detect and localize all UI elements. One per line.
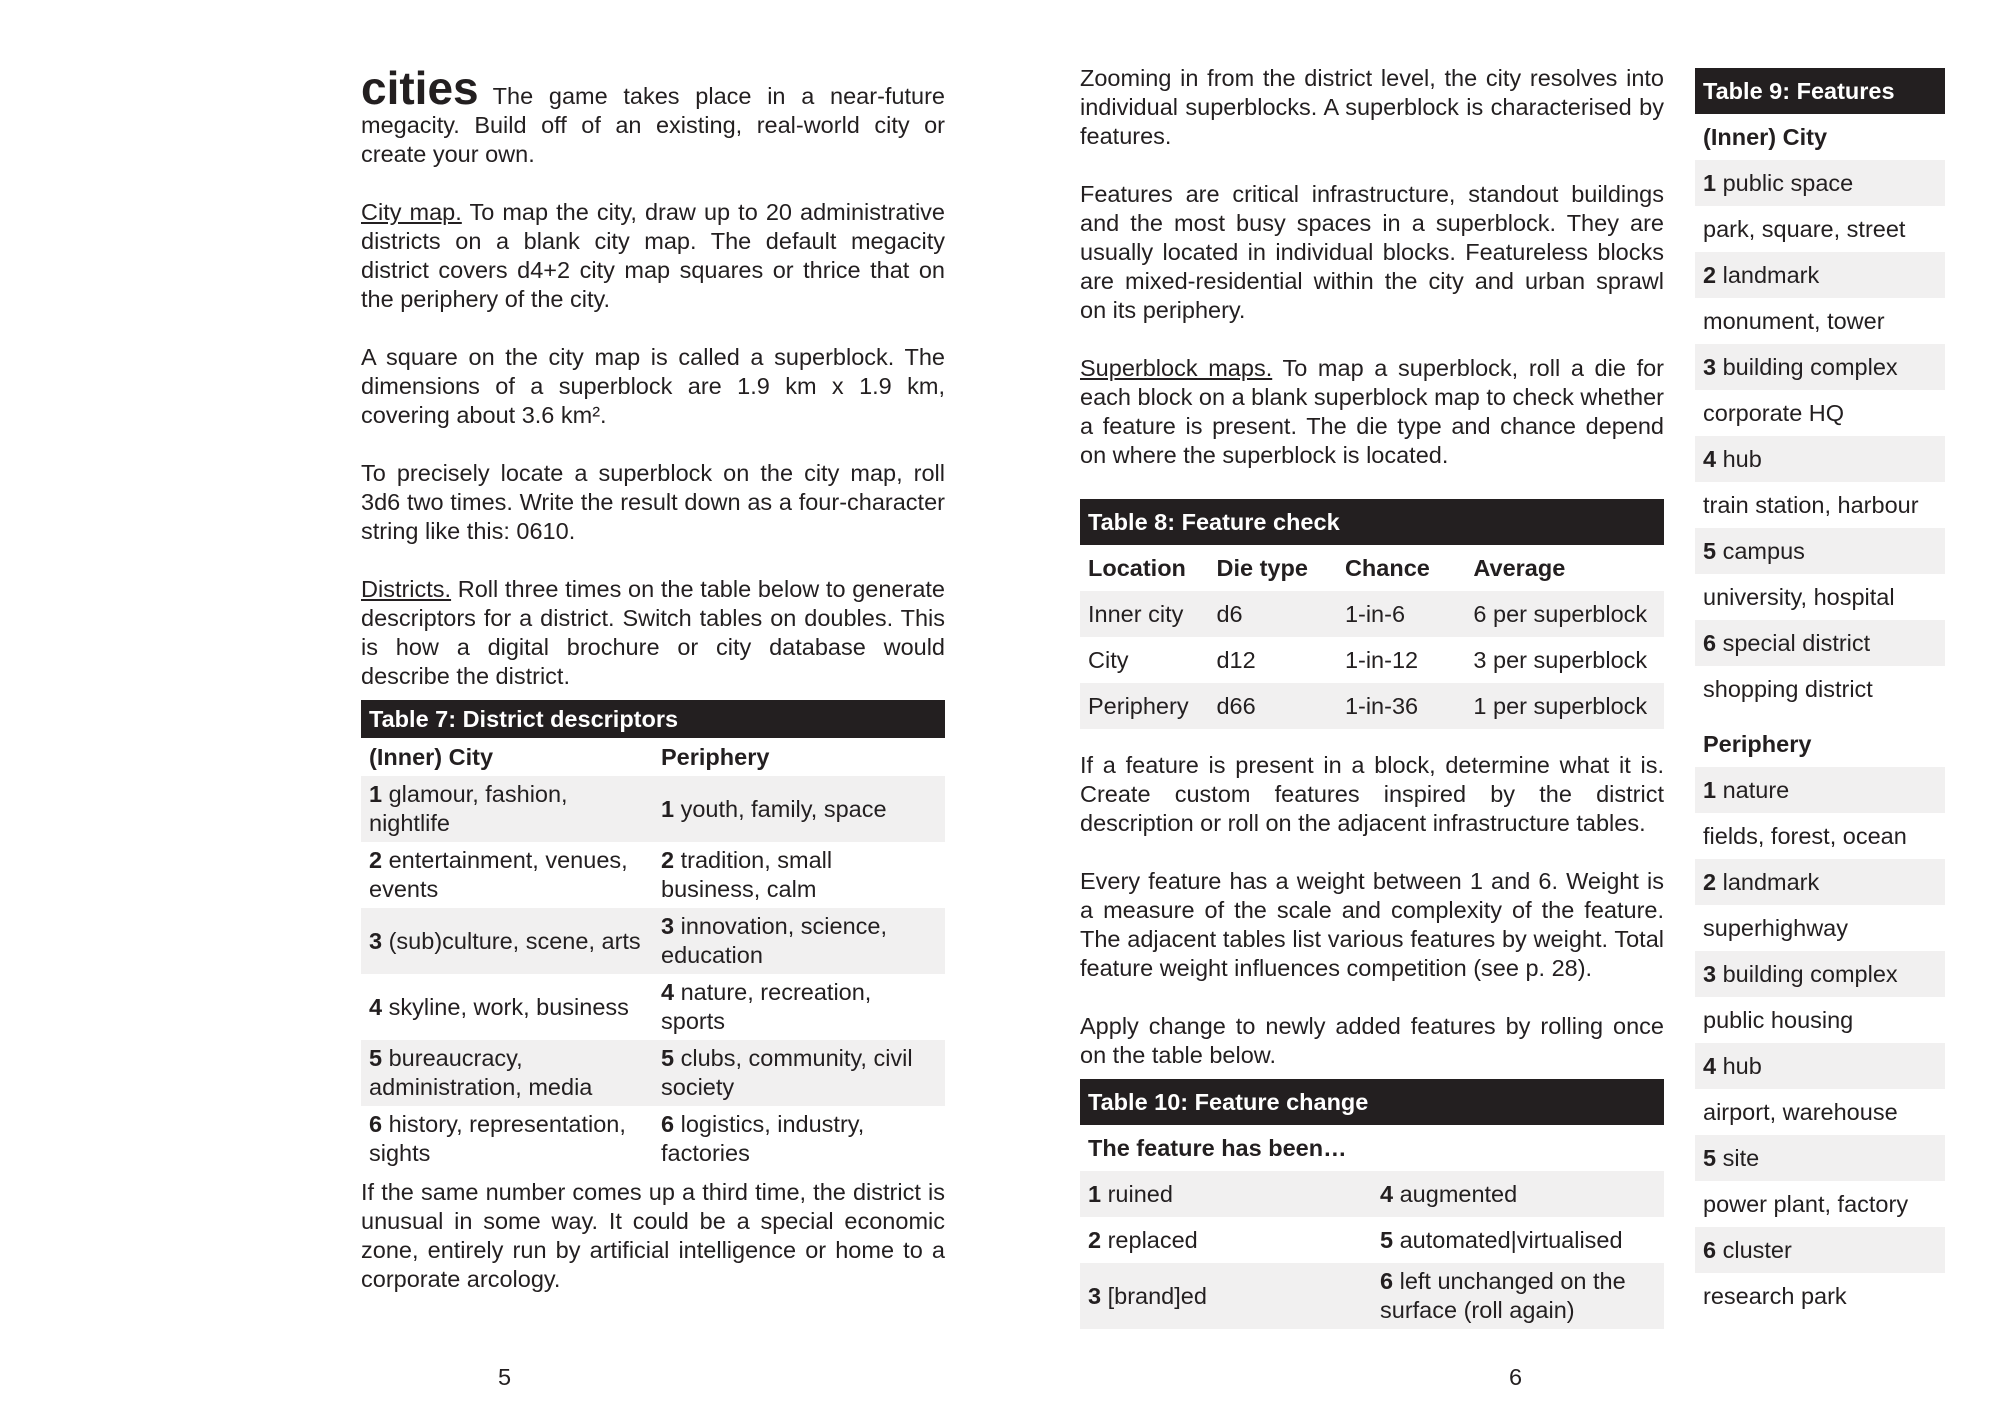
districts-label: Districts. bbox=[361, 576, 452, 602]
features-paragraph: Features are critical infrastructure, standout buildings and the most busy spaces in a superblock. They are usually located in individual blocks. Featureless blocks are mixed-residential within the city and urban sprawl on its periphery. bbox=[1080, 181, 1664, 323]
list-item: 3 building complex bbox=[1695, 344, 1945, 390]
right-column bbox=[1080, 64, 1664, 1329]
list-item: 6 special district bbox=[1695, 620, 1945, 666]
city-map-label: City map. bbox=[361, 199, 462, 225]
zoom-paragraph: Zooming in from the district level, the city resolves into individual superblocks. A superblock is characterised by features. bbox=[1080, 65, 1664, 149]
left-column bbox=[361, 62, 946, 1323]
list-item: superhighway bbox=[1703, 915, 1849, 941]
table-row: 3 [brand]ed 6 left unchanged on the surface (roll again) bbox=[1080, 1263, 1664, 1329]
table-row: 4 skyline, work, business 4 nature, recreation, sports bbox=[369, 979, 872, 1034]
list-item: monument, tower bbox=[1703, 308, 1885, 334]
section-heading: cities bbox=[361, 62, 479, 114]
table-row: 2 entertainment, venues, events 2 tradition, small business, calm bbox=[369, 847, 833, 902]
list-item: 6 cluster bbox=[1695, 1227, 1945, 1273]
list-item: 2 landmark bbox=[1695, 859, 1945, 905]
locate-paragraph: To precisely locate a superblock on the city map, roll 3d6 two times. Write the result down as a four-character string like this: 0610. bbox=[361, 460, 945, 544]
list-item: corporate HQ bbox=[1703, 400, 1845, 426]
table-9-periphery-heading: Periphery bbox=[1703, 731, 1812, 757]
table-row: 5 bureaucracy, administration, media 5 clubs, community, civil society bbox=[361, 1040, 945, 1106]
table-10-subtitle: The feature has been… bbox=[1088, 1134, 1347, 1161]
table-row: 1 ruined 4 augmented bbox=[1080, 1171, 1664, 1217]
table-row: 6 history, representation, sights 6 logistics, industry, factories bbox=[369, 1111, 865, 1166]
list-item: 5 campus bbox=[1695, 528, 1945, 574]
intro-paragraph: cities The game takes place in a near-future megacity. Build off of an existing, real-world city or create your own. bbox=[361, 62, 945, 167]
change-paragraph: Apply change to newly added features by rolling once on the table below. bbox=[1080, 1013, 1664, 1068]
superblock-paragraph: A square on the city map is called a superblock. The dimensions of a superblock are 1.9 km x 1.9 km, covering about 3.6 km². bbox=[361, 344, 945, 428]
table-8-title: Table 8: Feature check bbox=[1080, 499, 1664, 545]
table-9-title: Table 9: Features bbox=[1695, 68, 1945, 114]
table-7-col2-header: Periphery bbox=[661, 743, 770, 770]
table-8-feature-check: Table 8: Feature check Location Die type Chance Average Inner city d6 1-in-6 6 per superblock City d12 1-in-12 3 per superblock Periphery d66 1-in-36 1 per superblock bbox=[1080, 499, 1664, 729]
table-7-title: Table 7: District descriptors bbox=[361, 700, 945, 738]
list-item: public housing bbox=[1703, 1007, 1854, 1033]
present-paragraph: If a feature is present in a block, determine what it is. Create custom features inspired by the district description or roll on the adjacent infrastructure tables. bbox=[1080, 752, 1664, 836]
table-9-inner-heading: (Inner) City bbox=[1703, 124, 1828, 150]
list-item: 5 site bbox=[1695, 1135, 1945, 1181]
list-item: train station, harbour bbox=[1703, 492, 1919, 518]
superblock-maps-label: Superblock maps. bbox=[1080, 355, 1273, 381]
list-item: park, square, street bbox=[1703, 216, 1906, 242]
list-item: fields, forest, ocean bbox=[1703, 823, 1907, 849]
list-item: shopping district bbox=[1703, 676, 1873, 702]
list-item: airport, warehouse bbox=[1703, 1099, 1898, 1125]
table-7-district-descriptors bbox=[361, 700, 945, 1172]
page-number-left: 5 bbox=[498, 1364, 512, 1390]
page-number-right: 6 bbox=[1509, 1364, 1523, 1390]
list-item: research park bbox=[1703, 1283, 1847, 1309]
weight-paragraph: Every feature has a weight between 1 and 6. Weight is a measure of the scale and complexity of the feature. The adjacent tables list various features by weight. Total feature weight influences competition (see p. 28). bbox=[1080, 868, 1664, 981]
list-item: 3 building complex bbox=[1695, 951, 1945, 997]
table-10-title: Table 10: Feature change bbox=[1080, 1079, 1664, 1125]
list-item: 4 hub bbox=[1695, 1043, 1945, 1089]
districts-paragraph: Districts. Roll three times on the table below to generate descriptors for a district. Switch tables on doubles. This is how a digital brochure or city database would describe the district. bbox=[361, 576, 945, 689]
list-item: 1 public space bbox=[1695, 160, 1945, 206]
table-10-feature-change bbox=[1080, 1079, 1664, 1329]
table-row: City d12 1-in-12 3 per superblock bbox=[1088, 646, 1648, 673]
list-item: 1 nature bbox=[1695, 767, 1945, 813]
table-9-features bbox=[1695, 68, 1945, 1319]
table-row: 1 glamour, fashion, nightlife 1 youth, family, space bbox=[361, 776, 945, 842]
table-row: 2 replaced 5 automated|virtualised bbox=[1088, 1226, 1623, 1253]
list-item: power plant, factory bbox=[1703, 1191, 1909, 1217]
unusual-paragraph: If the same number comes up a third time, the district is unusual in some way. It could be a special economic zone, entirely run by artificial intelligence or home to a corporate arcology. bbox=[361, 1179, 945, 1292]
list-item: 4 hub bbox=[1695, 436, 1945, 482]
list-item: university, hospital bbox=[1703, 584, 1895, 610]
table-row: Periphery d66 1-in-36 1 per superblock bbox=[1080, 683, 1664, 729]
table-7-col1-header: (Inner) City bbox=[369, 743, 494, 770]
list-item: 2 landmark bbox=[1695, 252, 1945, 298]
table-row: 3 (sub)culture, scene, arts 3 innovation, science, education bbox=[361, 908, 945, 974]
superblock-maps-paragraph: Superblock maps. To map a superblock, roll a die for each block on a blank superblock map to check whether a feature is present. The die type and chance depend on where the superblock is located. bbox=[1080, 355, 1664, 468]
city-map-paragraph: City map. To map the city, draw up to 20 administrative districts on a blank city map. The default megacity district covers d4+2 city map squares or thrice that on the periphery of the city. bbox=[361, 199, 946, 312]
table-row: Inner city d6 1-in-6 6 per superblock bbox=[1080, 591, 1664, 637]
